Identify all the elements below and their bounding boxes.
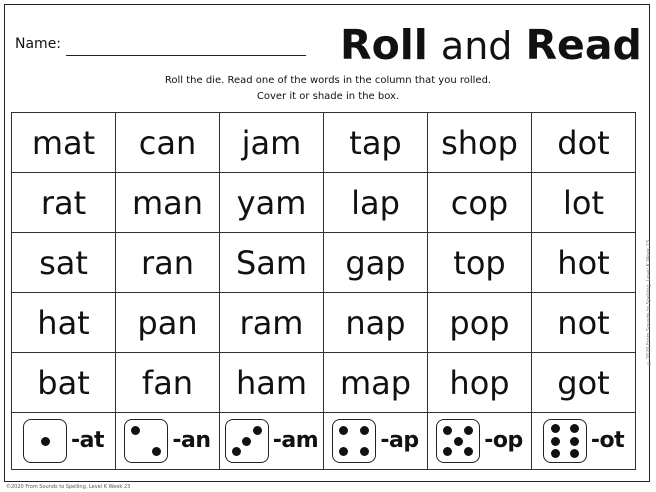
dice-cell-1 xyxy=(12,413,116,470)
instruction-line-2: Cover it or shade in the box. xyxy=(256,91,400,102)
word-cell[interactable]: not xyxy=(532,293,636,353)
word-cell[interactable]: nap xyxy=(324,293,428,353)
word-cell[interactable]: lot xyxy=(532,173,636,233)
word-cell[interactable]: gap xyxy=(324,233,428,293)
footer-copyright: ©2020 From Sounds to Spelling, Level K Week 23 xyxy=(6,484,131,490)
title-and: and xyxy=(440,24,513,68)
title-read: Read xyxy=(525,21,642,69)
word-cell[interactable]: map xyxy=(324,353,428,413)
word-cell[interactable]: fan xyxy=(116,353,220,413)
word-cell[interactable]: lap xyxy=(324,173,428,233)
dice-cell-3 xyxy=(220,413,324,470)
word-cell[interactable]: tap xyxy=(324,113,428,173)
word-cell[interactable]: hat xyxy=(12,293,116,353)
die-pip xyxy=(443,447,452,456)
word-cell[interactable]: ham xyxy=(220,353,324,413)
word-cell[interactable]: ran xyxy=(116,233,220,293)
dice-cell-6 xyxy=(532,413,636,470)
suffix-label: -an xyxy=(172,428,211,453)
title-roll: Roll xyxy=(340,21,428,69)
word-cell[interactable]: sat xyxy=(12,233,116,293)
word-cell[interactable]: man xyxy=(116,173,220,233)
die-pip xyxy=(551,437,560,446)
die-pip xyxy=(360,447,369,456)
instruction-line-1: Roll the die. Read one of the words in the column that you rolled. xyxy=(164,75,492,86)
word-cell[interactable]: got xyxy=(532,353,636,413)
die-face-1-icon xyxy=(23,419,67,463)
word-cell[interactable]: shop xyxy=(428,113,532,173)
die-pip xyxy=(152,447,161,456)
grid-row xyxy=(12,293,636,353)
word-cell[interactable]: bat xyxy=(12,353,116,413)
word-cell[interactable]: ram xyxy=(220,293,324,353)
die-pip xyxy=(339,426,348,435)
grid-row xyxy=(12,353,636,413)
name-label: Name: xyxy=(15,36,62,52)
die-pip xyxy=(131,426,140,435)
dice-cell-2 xyxy=(116,413,220,470)
dice-cell-4 xyxy=(324,413,428,470)
die-pip xyxy=(570,424,579,433)
word-cell[interactable]: yam xyxy=(220,173,324,233)
die-pip xyxy=(464,447,473,456)
word-cell[interactable]: dot xyxy=(532,113,636,173)
word-cell[interactable]: top xyxy=(428,233,532,293)
die-pip xyxy=(242,437,251,446)
side-copyright: ©2020 From Sounds to Spelling, Level K Week 23 xyxy=(646,240,652,366)
grid-row xyxy=(12,173,636,233)
suffix-label: -ap xyxy=(380,428,419,453)
die-pip xyxy=(551,424,560,433)
die-face-6-icon xyxy=(543,419,587,463)
suffix-label: -op xyxy=(484,428,523,453)
suffix-label: -ot xyxy=(590,428,625,453)
grid-row xyxy=(12,233,636,293)
die-pip xyxy=(339,447,348,456)
word-grid xyxy=(11,112,636,470)
die-pip xyxy=(464,426,473,435)
name-line xyxy=(66,55,306,56)
die-pip xyxy=(232,447,241,456)
die-pip xyxy=(570,437,579,446)
word-cell[interactable]: hot xyxy=(532,233,636,293)
word-cell[interactable]: hop xyxy=(428,353,532,413)
suffix-label: -at xyxy=(71,428,104,453)
dice-row xyxy=(12,413,636,470)
suffix-label: -am xyxy=(272,428,319,453)
die-pip xyxy=(551,449,560,458)
word-cell[interactable]: Sam xyxy=(220,233,324,293)
grid-row xyxy=(12,113,636,173)
word-cell[interactable]: rat xyxy=(12,173,116,233)
word-cell[interactable]: mat xyxy=(12,113,116,173)
die-pip xyxy=(454,437,463,446)
die-pip xyxy=(570,449,579,458)
word-cell[interactable]: jam xyxy=(220,113,324,173)
die-face-2-icon xyxy=(124,419,168,463)
dice-cell-5 xyxy=(428,413,532,470)
die-pip xyxy=(360,426,369,435)
die-pip xyxy=(443,426,452,435)
page-title xyxy=(340,20,640,71)
die-face-3-icon xyxy=(225,419,269,463)
word-cell[interactable]: pop xyxy=(428,293,532,353)
die-pip xyxy=(41,437,50,446)
die-pip xyxy=(253,426,262,435)
die-face-5-icon xyxy=(436,419,480,463)
word-cell[interactable]: pan xyxy=(116,293,220,353)
die-face-4-icon xyxy=(332,419,376,463)
word-cell[interactable]: can xyxy=(116,113,220,173)
word-cell[interactable]: cop xyxy=(428,173,532,233)
